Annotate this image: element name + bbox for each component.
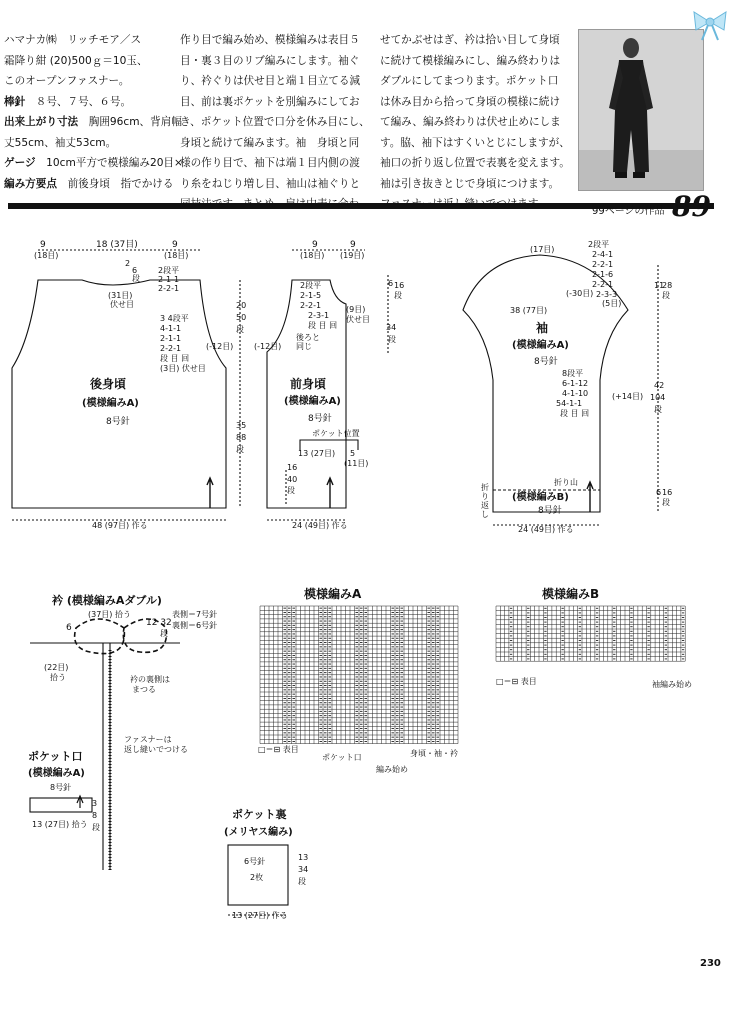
pocket-mouth-unit: 段 [92,823,100,832]
back-arm-dec-3: 2-1-1 [160,334,182,343]
yarn-detail: 霜降り紺 (20)500ｇ＝10玉、 [4,54,148,67]
pocket-mouth-outline [30,798,92,812]
pocket-mouth-needle: 8号針 [50,783,72,792]
pocket-back-count: 2枚 [250,873,264,882]
back-body-unit: 段 [236,445,244,454]
instructions-column-2: 作り目で編み始め、模様編みは表目５ 目・裏３目のリブ編みにします。袖ぐ り、衿ぐりは伏せ目と端１目立てる減 目、前は裏ポケットを別編みにしてお き、ポケット位置で口分を休み目にし、 身頃と続けて編みます。袖 身頃と同 様の作り目で、袖下は端１目内側の渡 り糸をねじり増し目、袖山は袖ぐりと [180,34,370,190]
front-needle: 8号針 [308,414,332,424]
back-top-left: 9 [40,240,46,250]
method-label: 編み方要点 [4,177,57,190]
sleeve-cap-dec-6: 2-3-3 [596,290,618,299]
front-neck-dec-5: 段 目 回 [308,321,338,330]
front-pocket-side: 5 [350,449,356,458]
collar-pickup-top: (37目) 拾う [88,610,131,619]
sleeve-cap-dec-2: 2-4-1 [592,250,614,259]
chart-b-title: 模様編みB [542,587,600,601]
back-arm-dec-5: 段 目 回 [160,354,190,363]
sleeve-length-rows: 104 [650,393,666,402]
pocket-back-height-rows: 34 [298,865,309,874]
pocket-mouth-title: ポケット口 [28,750,83,763]
sleeve-inc-4: 54-1-1 [556,399,583,408]
back-body-rows: 88 [236,433,247,442]
sleeve-pattern: (模様編みA) [512,340,569,351]
back-neck-dec-2: 2-1-1 [158,275,180,284]
chart-a-pocket-label: ポケット口 [322,753,362,762]
front-shoulder-cm: 6 [388,279,394,288]
size-label: 出来上がり寸法 [4,116,79,128]
front-armhole-unit: 段 [388,335,396,344]
front-shoulder-unit: 段 [394,291,402,300]
pocket-mouth-pattern: (模様編みA) [28,768,85,779]
pocket-back-height-unit: 段 [298,877,306,886]
front-bottom: 24 (49目) 作る [292,521,348,530]
sleeve-fold-side-4: し [481,510,489,519]
pocket-back-needle: 6号針 [244,857,266,866]
sleeve-fold-side-3: 返 [481,501,489,510]
back-arm-dec-2: 4-1-1 [160,324,182,333]
back-neck-rows-unit: 段 [132,274,140,283]
front-neck-dec-3: 2-2-1 [300,301,322,310]
front-same-as-back-2: 同じ [296,342,312,351]
front-outline [267,280,346,508]
back-armhole-unit: 段 [236,325,244,334]
yarn-label: ハマナカ㈱ [4,34,57,46]
chart-b-start-label: 袖編み始め [652,680,692,689]
back-arm-dec-1: 3 4段平 [160,314,189,323]
size-line-1: 胸囲96cm、背肩幅 [88,116,182,128]
method-text: 前後身頃 指でかける [67,177,174,190]
collar-sew: 衿の裏側は [130,675,170,684]
collar-needle-inner: 裏側＝6号針 [172,621,218,630]
front-pocket-rows: 40 [287,475,298,484]
back-arm-bind: (3目) 伏せ目 [160,364,206,373]
sleeve-cuff-pattern: (模様編みB) [512,492,569,503]
back-neck-dec-3: 2-2-1 [158,284,180,293]
chart-b-grid [496,606,685,661]
front-pocket-position: ポケット位置 [312,429,360,438]
sleeve-fold-label: 折り山 [554,478,578,487]
back-needle: 8号針 [106,417,130,427]
zipper-note-2: 返し縫いでつける [124,745,188,754]
sleeve-length-cm: 42 [654,381,665,390]
sleeve-width: 38 (77目) [510,306,548,315]
zipper-spec: このオープンファスナー。 [4,75,130,87]
back-outline [12,280,226,508]
front-pattern: (模様編みA) [284,396,341,407]
footer-page-number: 230 [700,958,721,969]
front-pocket-side-sts: (11目) [344,459,369,468]
collar-pickup-side-2: 拾う [50,673,66,682]
gauge-label: ゲージ [4,157,36,169]
sleeve-inc-3: 4-1-10 [562,389,589,398]
chart-b-legend: □＝⊟ 表目 [496,677,537,686]
back-neck-rows: 2 [125,259,131,268]
back-armhole-cm: 20 [236,301,247,310]
front-neck-dec-1: 2段平 [300,281,322,290]
page-number: 89 [672,190,711,223]
gauge-spec: 10cm平方で模様編み20目× [46,157,183,169]
front-pocket-width: 13 (27目) [298,449,336,458]
needles-spec: ８号、７号、６号。 [35,95,132,108]
back-title: 後身頃 [90,377,127,391]
pocket-back-title: ポケット裏 [232,808,287,821]
back-top-mid: 18 (37目) [96,240,138,250]
front-neck-bind-label: 伏せ目 [346,315,370,324]
sleeve-fold-side-1: 折 [481,483,489,492]
front-top-right: 9 [350,240,356,250]
back-top-right-sts: (18目) [164,251,189,260]
sleeve-inc-5: 段 目 回 [560,409,590,418]
instructions-column-3: せてかぶせはぎ、衿は拾い目して身頃 に続けて模様編みにし、編み終わりは ダブルにしてまつります。ポケット口 は休み目から拾って身頃の模様に続け て編み、編み終わりは伏せ止めにしま す。脇、袖下はすくいとじにしますが、 袖口の折り返し位置で表裏を変えます。 袖は引き抜きとじで身頃につけます。 [380,34,570,190]
front-title: 前身頃 [290,377,327,391]
back-bottom: 48 (97目) 作る [92,521,148,530]
front-side-dec: (-12目) [254,342,282,351]
sleeve-title: 袖 [536,321,549,335]
pocket-back-width: 13 (27目) 作る [232,911,288,920]
front-armhole-rows: 34 [386,323,397,332]
front-pocket-unit: 段 [287,486,295,495]
sleeve-cuff-needle: 8号針 [538,506,562,516]
front-top-left: 9 [312,240,318,250]
sleeve-bottom: 24 (49目) 作る [518,525,574,534]
sleeve-inc-2: 6-1-12 [562,379,589,388]
collar-title: 衿 (模様編みAダブル) [52,594,162,607]
sleeve-cap-unit: 段 [662,291,670,300]
collar-sew-2: まつる [132,685,156,694]
front-top-right-sts: (19目) [340,251,365,260]
sleeve-cuff-cm: 6 [656,488,662,497]
collar-dim-right: 12 32 [146,618,172,628]
collar-dim-left: 6 [66,623,72,633]
yarn-name: リッチモア／ス [67,34,142,46]
back-body-cm: 35 [236,421,247,430]
needles-label: 棒針 [4,95,26,108]
chart-a-parts-label: 身頃・袖・衿 [410,749,458,758]
sleeve-cap-top: (17目) [530,245,555,254]
back-armhole-rows: 50 [236,313,247,322]
front-top-left-sts: (18目) [300,251,325,260]
front-neck-dec-2: 2-1-5 [300,291,322,300]
front-same-as-back: 後ろと [296,333,320,342]
pocket-back-pattern: (メリヤス編み) [224,827,293,838]
back-top-left-sts: (18目) [34,251,59,260]
sleeve-inc-total: (+14目) [612,392,644,401]
sleeve-cap-dec-4: 2-1-6 [592,270,614,279]
sleeve-cap-bind: (-30目) [566,289,594,298]
back-side-dec: (-12目) [206,342,234,351]
sleeve-fold-side-2: り [481,492,489,501]
sleeve-cap-dec-7: (5目) [602,299,622,308]
page-reference: 99ページの作品 [592,206,665,217]
collar-pickup-side: (22目) [44,663,69,672]
back-arm-dec-4: 2-2-1 [160,344,182,353]
collar-needle-outer: 表側＝7号針 [172,610,218,619]
front-neck-bind: (9目) [346,305,366,314]
size-line-2: 丈55cm、袖丈53cm。 [4,136,117,149]
pocket-mouth-rows: 8 [92,811,98,820]
zipper-note-1: ファスナーは [124,735,172,744]
back-top-right: 9 [172,240,178,250]
sleeve-cap-dec-1: 2段平 [588,240,610,249]
chart-a-legend: □＝⊟ 表目 [258,745,299,754]
back-pattern: (模様編みA) [82,398,139,409]
sleeve-cuff-rows: 16 [662,488,673,497]
sleeve-inc-1: 8段平 [562,369,584,378]
sleeve-needle: 8号針 [534,357,558,367]
sleeve-cuff-unit: 段 [662,498,670,507]
chart-a-grid [260,606,458,744]
back-neck-bind: (31目) [108,291,133,300]
chart-a-title: 模様編みA [304,587,362,601]
front-neck-dec-4: 2-3-1 [308,311,330,320]
front-shoulder-rows: 16 [394,281,405,290]
chart-a-start-label: 編み始め [376,765,408,774]
pocket-mouth-cm: 3 [92,799,98,808]
sleeve-cap-cm: 11 [654,281,665,290]
sleeve-cap-rows: 28 [662,281,673,290]
back-neck-dec-1: 2段平 [158,266,180,275]
pocket-back-height-cm: 13 [298,853,309,862]
back-neck-bind-label: 伏せ目 [110,300,134,309]
sleeve-cap-dec-3: 2-2-1 [592,260,614,269]
sleeve-cap-dec-5: 2-2-1 [592,280,614,289]
sleeve-length-unit: 段 [654,405,662,414]
back-neck-rows-2: 6 [132,266,138,275]
front-pocket-height: 16 [287,463,298,472]
pocket-mouth-pickup: 13 (27目) 拾う [32,820,88,829]
collar-rows-unit: 段 [160,629,168,638]
